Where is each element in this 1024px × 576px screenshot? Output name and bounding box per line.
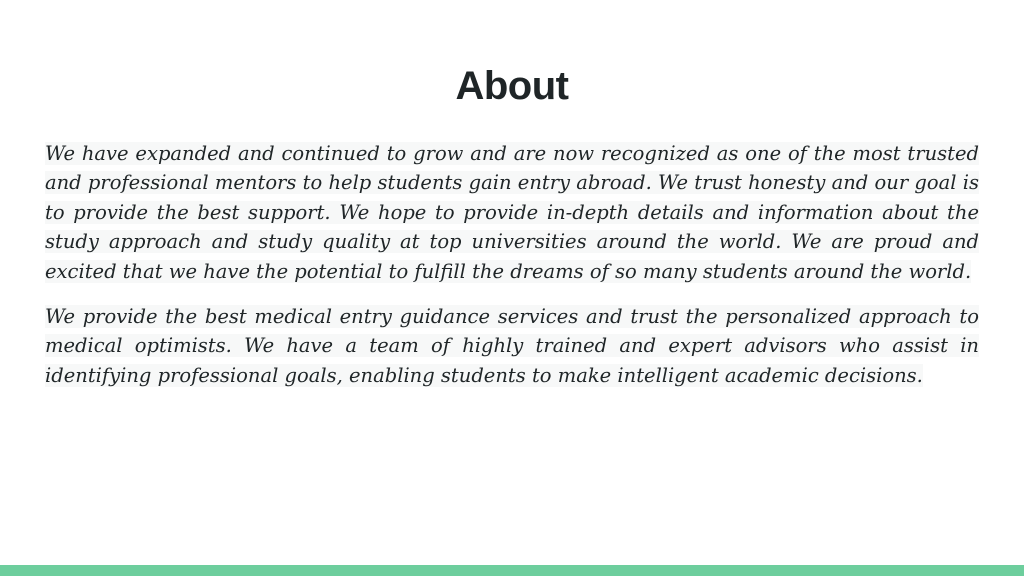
slide-title: About: [455, 64, 569, 108]
paragraph-intro: [45, 139, 979, 286]
paragraph-services: [45, 302, 979, 390]
paragraph-intro-text: We have expanded and continued to grow and are now recognized as one of the most trusted and professional mentors to help students gain entry abroad. We trust honesty and our goal is to provide the best support. We hope to provide in-depth details and information about the study approach and study quality at top universities around the world. We are proud and excited that we have the potential to fulfill the dreams of so many students around the world.: [45, 142, 979, 283]
paragraph-services-text: We provide the best medical entry guidance services and trust the personalized approach to medical optimists. We have a team of highly trained and expert advisors who assist in identifying professional goals, enabling students to make intelligent academic decisions.: [45, 305, 979, 387]
slide-body: [45, 139, 979, 406]
accent-bar: [0, 565, 1024, 576]
